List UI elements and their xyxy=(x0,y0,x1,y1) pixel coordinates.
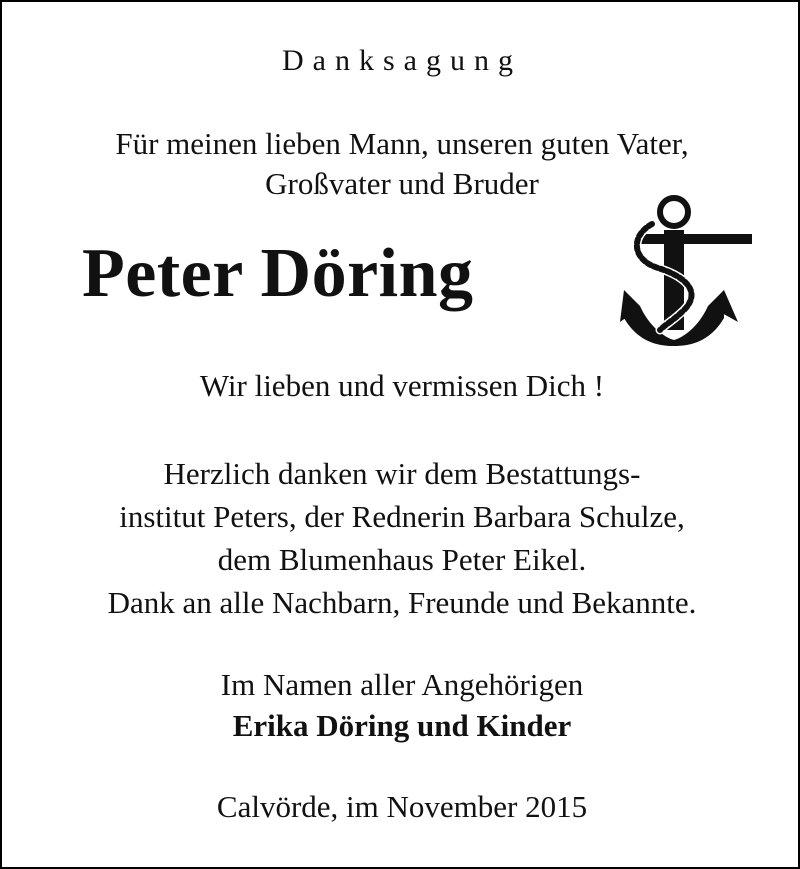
place-date-text: Calvörde, im November 2015 xyxy=(216,789,588,824)
on-behalf-text: Im Namen aller Angehörigen xyxy=(220,667,584,702)
signers-text: Erika Döring und Kinder xyxy=(232,708,572,743)
anchor-icon xyxy=(620,190,752,346)
thanks-line: Dank an alle Nachbarn, Freunde und Bekannte. xyxy=(107,585,697,620)
intro-line-2: Großvater und Bruder xyxy=(265,166,539,201)
thanks-line: institut Peters, der Rednerin Barbara Schulze, xyxy=(119,499,685,534)
thanks-line: Herzlich danken wir dem Bestattungs- xyxy=(163,456,641,491)
intro-line-1: Für meinen lieben Mann, unseren guten Vater, xyxy=(115,126,689,161)
motto-text: Wir lieben und vermissen Dich ! xyxy=(199,368,605,403)
thanks-line: dem Blumenhaus Peter Eikel. xyxy=(217,542,587,577)
notice-heading: Danksagung xyxy=(282,44,522,77)
deceased-name: Peter Döring xyxy=(82,235,474,312)
